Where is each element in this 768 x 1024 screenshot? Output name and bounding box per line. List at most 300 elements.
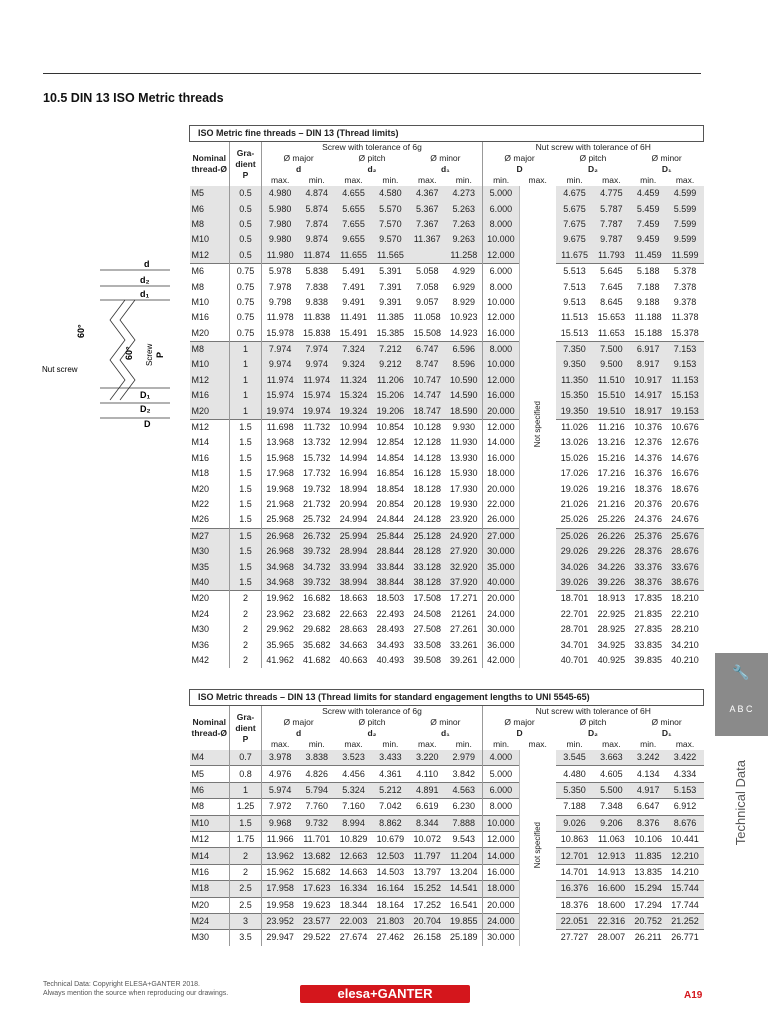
table-cell: 7.675: [556, 217, 593, 232]
table-cell: 22.316: [593, 913, 630, 929]
table-cell: 7.378: [667, 279, 704, 294]
table-cell: 7.787: [593, 217, 630, 232]
table-cell: 15.252: [409, 881, 446, 897]
table-cell: 11.063: [593, 831, 630, 847]
table-cell: M20: [190, 326, 230, 342]
table-cell: 15.216: [593, 451, 630, 466]
page-number: A19: [684, 990, 703, 1001]
header-limit: min.: [372, 739, 409, 750]
table-cell: 7.599: [667, 217, 704, 232]
table-cell: 29.682: [298, 622, 335, 637]
table-cell: 10.072: [409, 831, 446, 847]
table-cell: 2.979: [446, 750, 483, 766]
table-cell: 25.732: [298, 512, 335, 528]
table-cell: 22.051: [556, 913, 593, 929]
table-cell: 5.874: [298, 201, 335, 216]
header-col: Ø minor: [630, 153, 704, 164]
table-cell: 20.128: [409, 497, 446, 512]
table-cell: 18.913: [593, 591, 630, 607]
table-cell: 11.513: [556, 310, 593, 325]
wrench-icon[interactable]: 🔧: [732, 664, 750, 680]
table-cell: 34.925: [593, 637, 630, 652]
table-cell: 28.663: [335, 622, 372, 637]
table-row: [190, 544, 704, 559]
table-cell: 33.835: [630, 637, 667, 652]
table-cell: 34.663: [335, 637, 372, 652]
table-cell: 12.376: [630, 435, 667, 450]
table-cell: 33.261: [446, 637, 483, 652]
header-symbol: D₁: [630, 164, 704, 175]
table-cell: M20: [190, 591, 230, 607]
table-cell: 9.391: [372, 295, 409, 310]
table-cell: 11.930: [446, 435, 483, 450]
table-cell: 15.026: [556, 451, 593, 466]
table-cell: 6.912: [667, 799, 704, 815]
table-cell: 10.106: [630, 831, 667, 847]
table-cell: M18: [190, 881, 230, 897]
table-row: [190, 607, 704, 622]
header-col: Ø pitch: [556, 717, 630, 728]
table-cell: 4.480: [556, 766, 593, 782]
header-limit: min.: [482, 175, 519, 186]
table-cell: 25.968: [262, 512, 299, 528]
table-cell: 9.732: [298, 815, 335, 831]
table-cell: M8: [190, 217, 230, 232]
table-cell: 1.5: [230, 528, 262, 544]
header-limit: max.: [262, 739, 299, 750]
abc-icon[interactable]: A B C: [729, 704, 753, 714]
table-cell: 18.994: [335, 481, 372, 496]
table-cell: 9.655: [335, 232, 372, 247]
label-D1: D₁: [140, 390, 151, 400]
table-cell: 7.324: [335, 341, 372, 357]
table-cell: 12.000: [482, 248, 519, 264]
table-cell: 9.798: [262, 295, 299, 310]
table-row: [190, 295, 704, 310]
table-cell: 19.510: [593, 403, 630, 419]
table-cell: 16.376: [630, 466, 667, 481]
table-cell: M4: [190, 750, 230, 766]
table-row: [190, 528, 704, 544]
table-cell: 19.153: [667, 403, 704, 419]
table-cell: 23.577: [298, 913, 335, 929]
table-cell: 4.563: [446, 782, 483, 798]
table-cell: 15.491: [335, 326, 372, 342]
table-cell: M6: [190, 263, 230, 279]
table-cell: 11.258: [446, 248, 483, 264]
table-cell: M42: [190, 653, 230, 668]
table-cell: 1.25: [230, 799, 262, 815]
table-cell: 15.682: [298, 864, 335, 880]
table-cell: 1: [230, 388, 262, 403]
table-cell: 17.508: [409, 591, 446, 607]
table-cell: 23.962: [262, 607, 299, 622]
header-gradient: Gra- dient P: [230, 142, 262, 187]
header-col: Ø minor: [630, 717, 704, 728]
table-cell: 19.206: [372, 403, 409, 419]
table-cell: 20.994: [335, 497, 372, 512]
table-cell: 21.026: [556, 497, 593, 512]
table-cell: 16.541: [446, 897, 483, 913]
table-cell: 24.508: [409, 607, 446, 622]
label-nut-screw: Nut screw: [42, 365, 78, 374]
table-cell: 3: [230, 913, 262, 929]
table-cell: 15.324: [335, 388, 372, 403]
table-row: [190, 451, 704, 466]
table-cell: 27.727: [556, 930, 593, 946]
table-cell: 28.676: [667, 544, 704, 559]
table-cell: 11.510: [593, 373, 630, 388]
table-cell: 28.210: [667, 622, 704, 637]
table-cell: 34.493: [372, 637, 409, 652]
table-cell: 8.917: [630, 357, 667, 372]
table-cell: 11.974: [262, 373, 299, 388]
table-row: [190, 766, 704, 782]
table-cell: 29.947: [262, 930, 299, 946]
table-cell: 26.732: [298, 528, 335, 544]
table-cell: 15.978: [262, 326, 299, 342]
header-limit: min.: [298, 175, 335, 186]
table-cell: 28.994: [335, 544, 372, 559]
table-cell: 14.000: [482, 848, 519, 864]
table-cell: 15.968: [262, 451, 299, 466]
table-cell: 28.128: [409, 544, 446, 559]
table-cell: 15.974: [298, 388, 335, 403]
table-cell: 16.600: [593, 881, 630, 897]
table-cell: 9.206: [593, 815, 630, 831]
table-cell: 23.920: [446, 512, 483, 528]
table-cell: 10.000: [482, 815, 519, 831]
table-cell: 19.930: [446, 497, 483, 512]
table-cell: 29.522: [298, 930, 335, 946]
table-cell: 4.976: [262, 766, 299, 782]
header-limit: min.: [482, 739, 519, 750]
table-cell: 19.216: [593, 481, 630, 496]
table-cell: 27.920: [446, 544, 483, 559]
table-cell: M16: [190, 451, 230, 466]
header-limit: min.: [630, 739, 667, 750]
table-cell: 5.350: [556, 782, 593, 798]
table-cell: M26: [190, 512, 230, 528]
table-cell: 13.968: [262, 435, 299, 450]
table-cell: 2.5: [230, 881, 262, 897]
table-cell: 24.994: [335, 512, 372, 528]
table-cell: 28.925: [593, 622, 630, 637]
table-cell: 21.732: [298, 497, 335, 512]
table-cell: 9.838: [298, 295, 335, 310]
table-cell: 1.5: [230, 815, 262, 831]
header-limit: max.: [667, 175, 704, 186]
table-cell: 18.747: [409, 403, 446, 419]
label-d: d: [144, 259, 150, 269]
table-cell: 5.391: [372, 263, 409, 279]
table-cell: 6.747: [409, 341, 446, 357]
table-cell: 14.590: [446, 388, 483, 403]
table-cell: 7.153: [667, 341, 704, 357]
table-cell: 11.491: [335, 310, 372, 325]
not-specified-label: Not specified: [533, 822, 543, 869]
table-cell: 7.888: [446, 815, 483, 831]
table-cell: 16.676: [667, 466, 704, 481]
table-cell: 26.211: [630, 930, 667, 946]
table-cell: 20.752: [630, 913, 667, 929]
header-nominal: Nominal thread-Ø: [190, 706, 230, 751]
table-cell: 9.188: [630, 295, 667, 310]
table-cell: 13.835: [630, 864, 667, 880]
table-cell: 30.000: [482, 622, 519, 637]
table-cell: 6.230: [446, 799, 483, 815]
table-cell: 27.835: [630, 622, 667, 637]
table-cell: 38.128: [409, 575, 446, 591]
table-cell: 27.462: [372, 930, 409, 946]
table-cell: 8.000: [482, 799, 519, 815]
table-cell: 18.701: [556, 591, 593, 607]
table-cell: 7.160: [335, 799, 372, 815]
table-cell: 8.862: [372, 815, 409, 831]
metric-threads-table: [189, 689, 704, 946]
table-cell: 10.590: [446, 373, 483, 388]
header-symbol: d₁: [409, 164, 483, 175]
table-cell: 9.350: [556, 357, 593, 372]
table-cell: 17.732: [298, 466, 335, 481]
table-cell: M36: [190, 637, 230, 652]
table-cell: 9.974: [262, 357, 299, 372]
header-symbol: D₂: [556, 728, 630, 739]
table-row: [190, 388, 704, 403]
table-cell: 26.968: [262, 544, 299, 559]
table-cell: 5.058: [409, 263, 446, 279]
table-cell: 1.5: [230, 481, 262, 496]
table-row: [190, 881, 704, 897]
table-cell: 11.459: [630, 248, 667, 264]
table-cell: 5.838: [298, 263, 335, 279]
table-cell: 11.188: [630, 310, 667, 325]
table-cell: 10.679: [372, 831, 409, 847]
table-cell: 4.775: [593, 186, 630, 201]
table-cell: 23.952: [262, 913, 299, 929]
table-cell: 20.854: [372, 497, 409, 512]
table-row: [190, 575, 704, 591]
table-cell: 34.732: [298, 559, 335, 574]
table-cell: 0.7: [230, 750, 262, 766]
table-cell: 18.164: [372, 897, 409, 913]
table-cell: 11.793: [593, 248, 630, 264]
table-cell: 14.854: [372, 451, 409, 466]
table-cell: 7.874: [298, 217, 335, 232]
table-cell: 40.663: [335, 653, 372, 668]
table-cell: 6.917: [630, 341, 667, 357]
sidebar-tab-label[interactable]: Technical Data: [733, 760, 748, 846]
table-cell: 26.158: [409, 930, 446, 946]
table-cell: 11.367: [409, 232, 446, 247]
label-angle2: 60°: [124, 346, 134, 360]
table-row: [190, 263, 704, 279]
table-cell: 3.978: [262, 750, 299, 766]
table-cell: 39.732: [298, 544, 335, 559]
table-cell: 5.324: [335, 782, 372, 798]
table-cell: 16.128: [409, 466, 446, 481]
table-cell: 5.263: [446, 201, 483, 216]
table-cell: 11.835: [630, 848, 667, 864]
table-cell: 2: [230, 864, 262, 880]
table-cell: 26.000: [482, 512, 519, 528]
table-cell: 1.5: [230, 435, 262, 450]
header-limit: max.: [519, 175, 556, 186]
table-cell: 35.965: [262, 637, 299, 652]
table-cell: 5.000: [482, 766, 519, 782]
table-cell: 33.508: [409, 637, 446, 652]
header-col: Ø pitch: [335, 717, 409, 728]
table-cell: 5.153: [667, 782, 704, 798]
table-cell: 13.797: [409, 864, 446, 880]
table-cell: 38.676: [667, 575, 704, 591]
table-cell: 12.994: [335, 435, 372, 450]
table-cell: 39.226: [593, 575, 630, 591]
table-cell: 24.376: [630, 512, 667, 528]
table-cell: 19.968: [262, 481, 299, 496]
table-row: [190, 559, 704, 574]
footer-line2: Always mention the source when reproducing our drawings.: [43, 990, 229, 997]
table-cell: 15.653: [593, 310, 630, 325]
table-cell: 11.974: [298, 373, 335, 388]
table-cell: 7.188: [630, 279, 667, 294]
table-cell: 27.508: [409, 622, 446, 637]
table-row: [190, 897, 704, 913]
table-cell: M14: [190, 435, 230, 450]
header-symbol: d: [262, 164, 336, 175]
table-row: [190, 357, 704, 372]
table-cell: 21.252: [667, 913, 704, 929]
table-cell: M8: [190, 341, 230, 357]
table-cell: 14.917: [630, 388, 667, 403]
table-cell: 4.929: [446, 263, 483, 279]
table-cell: 19.350: [556, 403, 593, 419]
table-cell: 10.000: [482, 295, 519, 310]
table-cell: 9.570: [372, 232, 409, 247]
table-cell: 30.000: [482, 930, 519, 946]
table-cell: 18.210: [667, 591, 704, 607]
table-cell: M12: [190, 831, 230, 847]
table-cell: 4.980: [262, 186, 299, 201]
table-row: [190, 750, 704, 766]
table-cell: 34.968: [262, 559, 299, 574]
table-cell: M10: [190, 232, 230, 247]
table-cell: 5.000: [482, 186, 519, 201]
table-cell: 11.874: [298, 248, 335, 264]
table-cell: 9.968: [262, 815, 299, 831]
table-cell: 18.503: [372, 591, 409, 607]
table-cell: 24.920: [446, 528, 483, 544]
table-cell: 9.543: [446, 831, 483, 847]
table-cell: 8.000: [482, 279, 519, 294]
table-cell: 17.216: [593, 466, 630, 481]
table-cell: 0.75: [230, 279, 262, 294]
header-col: Ø pitch: [335, 153, 409, 164]
table-cell: 1: [230, 782, 262, 798]
table-cell: 11.378: [667, 310, 704, 325]
table-cell: 5.645: [593, 263, 630, 279]
table-cell: 18.376: [556, 897, 593, 913]
table-cell: 9.874: [298, 232, 335, 247]
table-cell: 5.212: [372, 782, 409, 798]
table-cell: 3.838: [298, 750, 335, 766]
table-cell: 29.026: [556, 544, 593, 559]
table-cell: M30: [190, 930, 230, 946]
table-cell: M8: [190, 279, 230, 294]
table-cell: 16.376: [556, 881, 593, 897]
table-cell: 29.962: [262, 622, 299, 637]
cell-not-specified: [519, 186, 556, 668]
table-cell: 10.376: [630, 419, 667, 435]
table-cell: 2: [230, 607, 262, 622]
table-cell: 10.829: [335, 831, 372, 847]
table-cell: 16.000: [482, 326, 519, 342]
table-cell: 15.508: [409, 326, 446, 342]
cell-not-specified: [519, 750, 556, 946]
table-cell: 18.128: [409, 481, 446, 496]
table-cell: 7.058: [409, 279, 446, 294]
table-cell: 2: [230, 653, 262, 668]
table-cell: 34.210: [667, 637, 704, 652]
header-symbol: d₂: [335, 728, 409, 739]
table-cell: 13.732: [298, 435, 335, 450]
table-cell: 6.647: [630, 799, 667, 815]
table-cell: 22.663: [335, 607, 372, 622]
table-row: [190, 653, 704, 668]
table-cell: M12: [190, 419, 230, 435]
table-cell: 34.226: [593, 559, 630, 574]
table-cell: 6.929: [446, 279, 483, 294]
table-cell: 40.000: [482, 575, 519, 591]
table-cell: 17.026: [556, 466, 593, 481]
table-cell: 17.294: [630, 897, 667, 913]
table-cell: 20.704: [409, 913, 446, 929]
table-cell: 3.663: [593, 750, 630, 766]
header-limit: min.: [446, 175, 483, 186]
table-cell: 13.026: [556, 435, 593, 450]
table-cell: 17.744: [667, 897, 704, 913]
table-cell: 7.212: [372, 341, 409, 357]
table-cell: 28.493: [372, 622, 409, 637]
table-cell: 14.663: [335, 864, 372, 880]
header-col: Ø major: [262, 717, 336, 728]
table-cell: 0.5: [230, 217, 262, 232]
section-title: 10.5 DIN 13 ISO Metric threads: [43, 91, 224, 105]
header-limit: min.: [556, 175, 593, 186]
table-cell: 22.003: [335, 913, 372, 929]
header-limit: min.: [298, 739, 335, 750]
table-cell: 18.376: [630, 481, 667, 496]
table-cell: 13.216: [593, 435, 630, 450]
table-cell: [409, 248, 446, 264]
table-cell: 27.674: [335, 930, 372, 946]
header-nut: Nut screw with tolerance of 6H: [482, 706, 703, 718]
table-cell: 9.980: [262, 232, 299, 247]
table-cell: 1.5: [230, 451, 262, 466]
label-D2: D₂: [140, 404, 151, 414]
table-cell: 19.974: [298, 403, 335, 419]
table-cell: 11.565: [372, 248, 409, 264]
table-cell: 28.007: [593, 930, 630, 946]
table-cell: 3.5: [230, 930, 262, 946]
table-cell: 3.422: [667, 750, 704, 766]
table-cell: 33.128: [409, 559, 446, 574]
table-cell: 13.962: [262, 848, 299, 864]
table-cell: 11.655: [335, 248, 372, 264]
table-cell: M12: [190, 248, 230, 264]
table-cell: 10.441: [667, 831, 704, 847]
table-cell: 5.378: [667, 263, 704, 279]
